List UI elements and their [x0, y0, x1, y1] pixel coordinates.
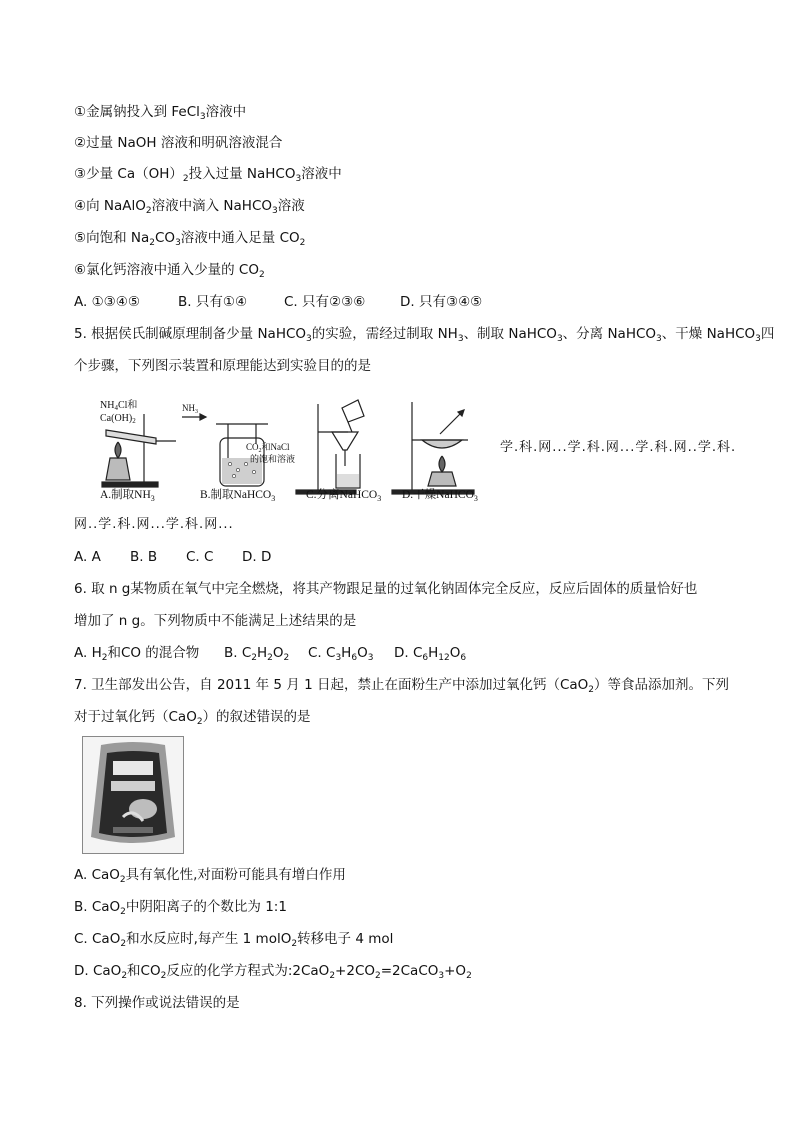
q4-options [74, 293, 482, 311]
q5-option-c[interactable]: C. C [186, 549, 214, 565]
q5-options [74, 548, 271, 566]
apparatus-figure [96, 394, 496, 504]
watermark-text: 学.科.网...学.科.网...学.科.网..学.科. [500, 440, 737, 455]
q7-option-d[interactable]: D. CaO$_2$和$CO_2$反应的化学方程式为$:2CaO_2+2CO_2=2CaCO_3+O_2$ [74, 963, 472, 981]
item-6: ⑥氯化钙溶液中通入少量的 $CO_2$ [74, 262, 265, 280]
item-3: ③少量 $Ca(OH)_2$投入过量 NaHCO$_3$溶液中 [74, 166, 342, 184]
q4-option-d[interactable]: D. 只有③④⑤ [400, 294, 483, 310]
item-2: ②过量 NaOH 溶液和明矾溶液混合 [74, 135, 283, 151]
q6-option-a[interactable]: A. $H_2$和CO 的混合物 [74, 645, 200, 663]
q5-option-d[interactable]: D. D [242, 549, 272, 565]
q5-option-a[interactable]: A. A [74, 549, 101, 565]
caption-d: D.干燥NaHCO$_3$ [402, 489, 478, 503]
item-1: ①金属钠投入到 FeCl$_3$溶液中 [74, 104, 247, 122]
item-5: ⑤向饱和 $Na_2CO_3$溶液中通入足量 $CO_2$ [74, 230, 306, 248]
q7-stem-line2: 对于过氧化钙（CaO$_2$）的叙述错误的是 [74, 709, 311, 727]
flour-bag-image [83, 737, 183, 853]
q6-option-b[interactable]: B. $C_2H_2O_2$ [224, 645, 290, 663]
q6-stem-line2: 增加了 n g。下列物质中不能满足上述结果的是 [74, 613, 357, 629]
q5-option-b[interactable]: B. B [130, 549, 158, 565]
q6-stem-line1: 6. 取 n g某物质在氧气中完全燃烧，将其产物跟足量的过氧化钠固体完全反应，反应后固体的质量恰好也 [74, 581, 698, 597]
q7-option-a[interactable]: A. CaO$_2$具有氧化性,对面粉可能具有增白作用 [74, 867, 346, 885]
apparatus-drawing [96, 394, 496, 504]
caption-c: C.分离NaHCO$_3$ [306, 489, 382, 503]
q5-stem-line2: 个步骤，下列图示装置和原理能达到实验目的的是 [74, 358, 371, 374]
watermark-text-2: 网..学.科.网...学.科.网... [74, 517, 234, 532]
q6-option-c[interactable]: C. $C_3H_6O_3$ [308, 645, 374, 663]
reagent-label: $NH_4Cl$和 [100, 400, 138, 412]
flour-bag-photo [82, 736, 184, 854]
q4-option-b[interactable]: B. 只有①④ [178, 294, 248, 310]
q4-option-a[interactable]: A. ①③④⑤ [74, 294, 140, 310]
q7-option-c[interactable]: C. CaO$_2$和水反应时,每产生 1 molO$_2$转移电子 4 mol [74, 931, 394, 949]
gas-label: $NH_3$ [182, 403, 198, 415]
q6-option-d[interactable]: D. $C_6H_{12}O_6$ [394, 645, 467, 663]
q7-option-b[interactable]: B. CaO$_2$中阴阳离子的个数比为 1:1 [74, 899, 287, 917]
q4-option-c[interactable]: C. 只有②③⑥ [284, 294, 366, 310]
q5-stem-line1: 5. 根据侯氏制碱原理制备少量 NaHCO$_3$的实验，需经过制取 $NH_3$、制取 NaHCO$_3$、分离 NaHCO$_3$、干燥 NaHCO$_3$四 [74, 326, 775, 344]
solution-label-2: 的饱和溶液 [250, 454, 296, 464]
reagent-label-2: $Ca(OH)_2$ [100, 413, 136, 425]
q6-options [74, 644, 466, 662]
solution-label: $CO_2$和NaCl [246, 442, 290, 454]
q7-stem-line1: 7. 卫生部发出公告，自 2011 年 5 月 1 日起，禁止在面粉生产中添加过氧化钙（CaO$_2$）等食品添加剂。下列 [74, 677, 730, 695]
q8-stem: 8. 下列操作或说法错误的是 [74, 995, 240, 1011]
item-4: ④向 NaAlO$_2$溶液中滴入 NaHCO$_3$溶液 [74, 198, 305, 216]
caption-a: A.制取$NH_3$ [100, 489, 155, 503]
caption-b: B.制取NaHCO$_3$ [200, 489, 276, 503]
